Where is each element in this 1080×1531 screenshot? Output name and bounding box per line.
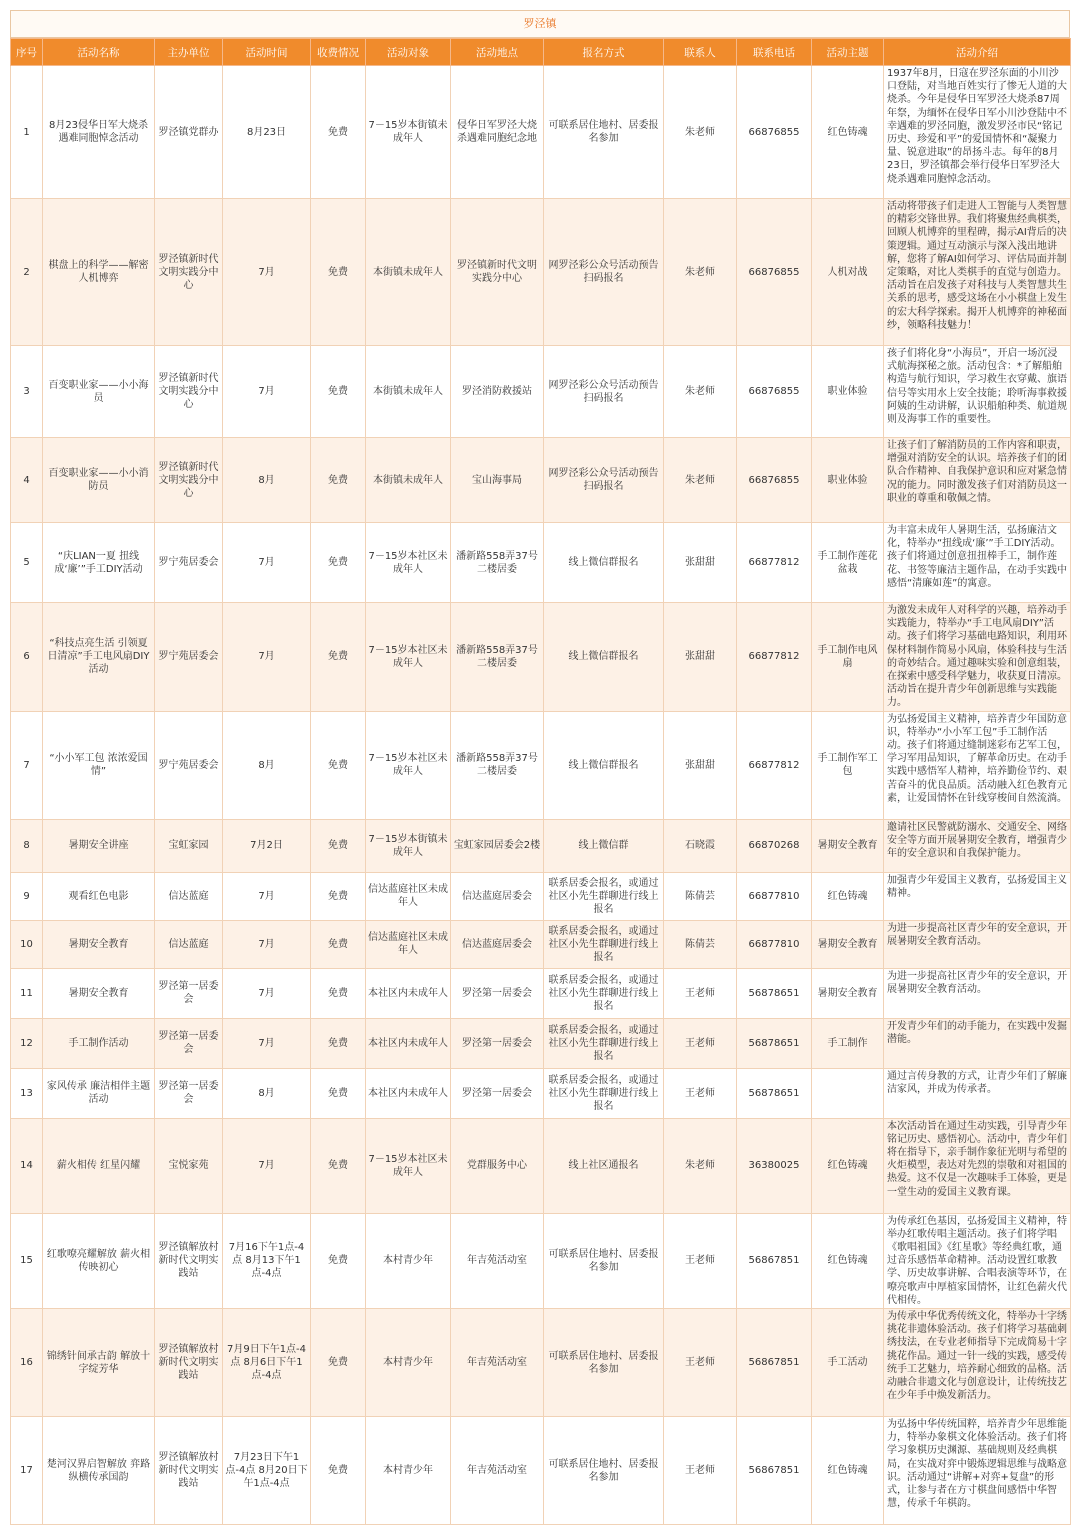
location: 潘新路558弄37号二楼居委 — [451, 523, 544, 603]
signup-method: 线上微信群报名 — [544, 523, 664, 603]
column-header: 活动名称 — [43, 39, 155, 66]
location: 年吉苑活动室 — [451, 1417, 544, 1525]
location: 年吉苑活动室 — [451, 1309, 544, 1417]
table-row — [11, 819, 1071, 872]
location: 宝山海事局 — [451, 438, 544, 523]
activity-description: 为丰富未成年人暑期生活，弘扬廉洁文化，特举办“扭线成‘廉’”手工DIY活动。孩子们将通过创意扭扭棒手工，制作莲花、书签等廉洁主题作品，在动手实践中感悟“清廉如莲”的寓意。 — [884, 523, 1071, 603]
audience: 7－15岁本街镇未成年人 — [366, 819, 451, 872]
table-row — [11, 66, 1071, 199]
contact-phone: 56867851 — [737, 1309, 812, 1417]
table-row — [11, 1213, 1071, 1308]
contact-phone: 66877810 — [737, 872, 812, 920]
location: 罗泾第一居委会 — [451, 1068, 544, 1118]
location: 宝虹家园居委会2楼 — [451, 819, 544, 872]
fee: 免费 — [311, 920, 366, 968]
location: 信达蓝庭居委会 — [451, 872, 544, 920]
row-number: 12 — [11, 1018, 43, 1068]
signup-method: 可联系居住地村、居委报名参加 — [544, 1309, 664, 1417]
activity-name: 家风传承 廉洁相伴主题活动 — [43, 1068, 155, 1118]
fee: 免费 — [311, 523, 366, 603]
audience: 本街镇未成年人 — [366, 438, 451, 523]
signup-method: 线上社区通报名 — [544, 1118, 664, 1213]
organizer: 罗泾镇解放村新时代文明实践站 — [155, 1417, 223, 1525]
activity-time: 7月 — [223, 872, 311, 920]
column-header: 联系电话 — [737, 39, 812, 66]
organizer: 罗泾镇新时代文明实践分中心 — [155, 199, 223, 346]
column-header: 活动对象 — [366, 39, 451, 66]
audience: 本社区内未成年人 — [366, 1018, 451, 1068]
activity-name: “小小军工包 浓浓爱国情” — [43, 711, 155, 819]
table-row — [11, 346, 1071, 438]
audience: 本街镇未成年人 — [366, 199, 451, 346]
location: 罗泾第一居委会 — [451, 968, 544, 1018]
organizer: 罗宁苑居委会 — [155, 603, 223, 712]
contact-person: 王老师 — [664, 1068, 737, 1118]
table-row — [11, 1068, 1071, 1118]
activity-theme — [812, 1068, 884, 1118]
row-number: 16 — [11, 1309, 43, 1417]
organizer: 宝虹家园 — [155, 819, 223, 872]
activity-time: 7月23日下午1点-4点 8月20日下午1点-4点 — [223, 1417, 311, 1525]
activity-time: 7月2日 — [223, 819, 311, 872]
organizer: 信达蓝庭 — [155, 872, 223, 920]
contact-person: 张甜甜 — [664, 603, 737, 712]
contact-person: 王老师 — [664, 1018, 737, 1068]
contact-person: 张甜甜 — [664, 711, 737, 819]
activity-name: 手工制作活动 — [43, 1018, 155, 1068]
fee: 免费 — [311, 1417, 366, 1525]
signup-method: 可联系居住地村、居委报名参加 — [544, 1213, 664, 1308]
activity-name: 暑期安全教育 — [43, 920, 155, 968]
organizer: 罗泾第一居委会 — [155, 968, 223, 1018]
activity-theme: 红色铸魂 — [812, 1118, 884, 1213]
location: 潘新路558弄37号二楼居委 — [451, 603, 544, 712]
signup-method: 联系居委会报名，或通过社区小先生群聊进行线上报名 — [544, 1018, 664, 1068]
activity-name: 8月23侵华日军大烧杀遇难同胞悼念活动 — [43, 66, 155, 199]
activity-time: 8月 — [223, 1068, 311, 1118]
activity-time: 8月23日 — [223, 66, 311, 199]
location: 罗泾消防救援站 — [451, 346, 544, 438]
row-number: 17 — [11, 1417, 43, 1525]
contact-phone: 66876855 — [737, 199, 812, 346]
contact-person: 陈倩芸 — [664, 872, 737, 920]
signup-method: 线上微信群报名 — [544, 711, 664, 819]
organizer: 信达蓝庭 — [155, 920, 223, 968]
activity-description: 让孩子们了解消防员的工作内容和职责，增强对消防安全的认识。培养孩子们的团队合作精神、自我保护意识和应对紧急情况的能力。同时激发孩子们对消防员这一职业的尊重和敬佩之情。 — [884, 438, 1071, 523]
signup-method: 线上微信群 — [544, 819, 664, 872]
activity-description: 为弘扬中华传统国粹，培养青少年思维能力，特举办象棋文化体验活动。孩子们将学习象棋历史渊源、基础规则及经典棋局，在实战对弈中锻炼逻辑思维与战略意识。活动通过“讲解+对弈+复盘”的形式，让参与者在方寸棋盘间感悟中华智慧，传承千年棋韵。 — [884, 1417, 1071, 1525]
activity-theme: 人机对战 — [812, 199, 884, 346]
contact-phone: 66876855 — [737, 438, 812, 523]
contact-phone: 56867851 — [737, 1417, 812, 1525]
audience: 7－15岁本社区未成年人 — [366, 523, 451, 603]
activity-name: 薪火相传 红星闪耀 — [43, 1118, 155, 1213]
activity-description: 通过言传身教的方式，让青少年们了解廉洁家风，并成为传承者。 — [884, 1068, 1071, 1118]
activity-time: 7月 — [223, 199, 311, 346]
contact-person: 朱老师 — [664, 346, 737, 438]
contact-phone: 66877812 — [737, 711, 812, 819]
page-title: 罗泾镇 — [10, 10, 1070, 38]
organizer: 罗泾镇党群办 — [155, 66, 223, 199]
fee: 免费 — [311, 1068, 366, 1118]
activity-theme: 手工制作军工包 — [812, 711, 884, 819]
row-number: 8 — [11, 819, 43, 872]
table-row — [11, 1309, 1071, 1417]
contact-phone: 66877812 — [737, 523, 812, 603]
audience: 7－15岁本社区未成年人 — [366, 711, 451, 819]
fee: 免费 — [311, 711, 366, 819]
signup-method: 联系居委会报名，或通过社区小先生群聊进行线上报名 — [544, 1068, 664, 1118]
table-row — [11, 1417, 1071, 1525]
contact-person: 陈倩芸 — [664, 920, 737, 968]
contact-phone: 56867851 — [737, 1213, 812, 1308]
activity-description: 为进一步提高社区青少年的安全意识，开展暑期安全教育活动。 — [884, 968, 1071, 1018]
activity-theme: 红色铸魂 — [812, 1213, 884, 1308]
contact-person: 朱老师 — [664, 1118, 737, 1213]
activity-name: 百变职业家——小小消防员 — [43, 438, 155, 523]
activity-name: 暑期安全讲座 — [43, 819, 155, 872]
column-header: 活动时间 — [223, 39, 311, 66]
row-number: 5 — [11, 523, 43, 603]
row-number: 4 — [11, 438, 43, 523]
activity-theme: 暑期安全教育 — [812, 920, 884, 968]
contact-phone: 56878651 — [737, 968, 812, 1018]
audience: 本村青少年 — [366, 1417, 451, 1525]
location: 潘新路558弄37号二楼居委 — [451, 711, 544, 819]
activity-description: 1937年8月，日寇在罗泾东面的小川沙口登陆，对当地百姓实行了惨无人道的大烧杀。今年是侵华日军罗泾大烧杀87周年祭，为缅怀在侵华日军小川沙登陆中不幸遇难的罗泾同胞，激发罗泾市民“铭记历史、珍爱和平”的爱国情怀和“凝聚力量、锐意进取”的昂扬斗志。每年的8月23日，罗泾镇都会举行侵华日军罗泾大烧杀遇难同胞悼念活动。 — [884, 66, 1071, 199]
activity-name: 锦绣针间承古韵 解放十字绽芳华 — [43, 1309, 155, 1417]
row-number: 6 — [11, 603, 43, 712]
signup-method: 联系居委会报名，或通过社区小先生群聊进行线上报名 — [544, 872, 664, 920]
audience: 本村青少年 — [366, 1213, 451, 1308]
contact-person: 王老师 — [664, 1417, 737, 1525]
contact-person: 张甜甜 — [664, 523, 737, 603]
audience: 信达蓝庭社区未成年人 — [366, 920, 451, 968]
activity-description: 活动将带孩子们走进人工智能与人类智慧的精彩交锋世界。我们将聚焦经典棋类，回顾人机博弈的里程碑，揭示AI背后的决策逻辑。通过互动演示与深入浅出地讲解，您将了解AI如何学习、评估局面并制定策略，对比人类棋手的直觉与创造力。活动旨在启发孩子对科技与人类智慧共生关系的思考，感受这场在小小棋盘上发生的宏大科学探索。揭开人机博弈的神秘面纱，领略科技魅力！ — [884, 199, 1071, 346]
location: 罗泾镇新时代文明实践分中心 — [451, 199, 544, 346]
audience: 本村青少年 — [366, 1309, 451, 1417]
fee: 免费 — [311, 872, 366, 920]
location: 年吉苑活动室 — [451, 1213, 544, 1308]
column-header: 主办单位 — [155, 39, 223, 66]
schedule-sheet — [10, 10, 1070, 1525]
table-body — [11, 66, 1071, 1525]
activity-table — [10, 38, 1071, 1525]
activity-time: 8月 — [223, 711, 311, 819]
activity-description: 邀请社区民警就防溺水、交通安全、网络安全等方面开展暑期安全教育，增强青少年的安全意识和自我保护能力。 — [884, 819, 1071, 872]
audience: 信达蓝庭社区未成年人 — [366, 872, 451, 920]
contact-person: 朱老师 — [664, 199, 737, 346]
activity-name: 楚河汉界启智解放 弈路纵横传承国韵 — [43, 1417, 155, 1525]
activity-description: 为弘扬爱国主义精神，培养青少年国防意识，特举办“小小军工包”手工制作活动。孩子们将通过缝制迷彩布艺军工包，学习军用品知识，了解革命历史。在动手实践中感悟军人精神，培养勤俭节约、艰苦奋斗的优良品质。活动融入红色教育元素，让爱国情怀在针线穿梭间自然流淌。 — [884, 711, 1071, 819]
row-number: 9 — [11, 872, 43, 920]
contact-person: 王老师 — [664, 968, 737, 1018]
activity-theme: 手工制作 — [812, 1018, 884, 1068]
activity-theme: 红色铸魂 — [812, 66, 884, 199]
audience: 本街镇未成年人 — [366, 346, 451, 438]
column-header: 活动地点 — [451, 39, 544, 66]
table-row — [11, 920, 1071, 968]
fee: 免费 — [311, 199, 366, 346]
table-row — [11, 1118, 1071, 1213]
activity-theme: 红色铸魂 — [812, 1417, 884, 1525]
location: 罗泾第一居委会 — [451, 1018, 544, 1068]
fee: 免费 — [311, 1309, 366, 1417]
table-row — [11, 968, 1071, 1018]
activity-theme: 暑期安全教育 — [812, 968, 884, 1018]
fee: 免费 — [311, 819, 366, 872]
signup-method: 网罗泾彩公众号活动预告扫码报名 — [544, 346, 664, 438]
activity-time: 7月 — [223, 523, 311, 603]
signup-method: 线上微信群报名 — [544, 603, 664, 712]
activity-theme: 手工制作莲花盆栽 — [812, 523, 884, 603]
row-number: 1 — [11, 66, 43, 199]
activity-name: 红歌嘹亮耀解放 薪火相传映初心 — [43, 1213, 155, 1308]
signup-method: 网罗泾彩公众号活动预告扫码报名 — [544, 438, 664, 523]
activity-time: 7月 — [223, 1118, 311, 1213]
activity-description: 为激发未成年人对科学的兴趣，培养动手实践能力，特举办“手工电风扇DIY”活动。孩子们将学习基础电路知识，利用环保材料制作简易小风扇，体验科技与生活的奇妙结合。通过趣味实验和创意组装，在探索中感受科学魅力，收获夏日清凉。活动旨在提升青少年创新思维与实践能力。 — [884, 603, 1071, 712]
organizer: 罗泾镇解放村新时代文明实践站 — [155, 1309, 223, 1417]
organizer: 罗泾镇新时代文明实践分中心 — [155, 438, 223, 523]
table-row — [11, 1018, 1071, 1068]
signup-method: 可联系居住地村、居委报名参加 — [544, 66, 664, 199]
activity-theme: 手工制作电风扇 — [812, 603, 884, 712]
row-number: 14 — [11, 1118, 43, 1213]
contact-person: 朱老师 — [664, 66, 737, 199]
fee: 免费 — [311, 66, 366, 199]
table-row — [11, 199, 1071, 346]
fee: 免费 — [311, 968, 366, 1018]
audience: 7－15岁本街镇未成年人 — [366, 66, 451, 199]
activity-time: 7月 — [223, 1018, 311, 1068]
activity-time: 8月 — [223, 438, 311, 523]
audience: 7－15岁本社区未成年人 — [366, 1118, 451, 1213]
table-row — [11, 523, 1071, 603]
activity-time: 7月 — [223, 920, 311, 968]
table-row — [11, 438, 1071, 523]
row-number: 10 — [11, 920, 43, 968]
activity-time: 7月9日下午1点-4点 8月6日下午1点-4点 — [223, 1309, 311, 1417]
activity-theme: 暑期安全教育 — [812, 819, 884, 872]
contact-phone: 66876855 — [737, 346, 812, 438]
contact-person: 王老师 — [664, 1213, 737, 1308]
contact-phone: 66877810 — [737, 920, 812, 968]
activity-description: 孩子们将化身“小海员”，开启一场沉浸式航海探秘之旅。活动包含：*了解船舶构造与航行知识，学习救生衣穿戴、旗语信号等实用水上安全技能；聆听海事救援阿姨的生动讲解，认识船舶种类、航道规则及海事工作的重要性。 — [884, 346, 1071, 438]
table-row — [11, 872, 1071, 920]
organizer: 罗宁苑居委会 — [155, 711, 223, 819]
contact-person: 朱老师 — [664, 438, 737, 523]
activity-description: 为传承红色基因，弘扬爱国主义精神，特举办红歌传唱主题活动。孩子们将学唱《歌唱祖国》《红星歌》等经典红歌，通过音乐感悟革命精神。活动设置红歌教学、历史故事讲解、合唱表演等环节，在嘹亮歌声中厚植家国情怀，让红色薪火代代相传。 — [884, 1213, 1071, 1308]
activity-time: 7月16下午1点-4点 8月13下午1点-4点 — [223, 1213, 311, 1308]
activity-theme: 红色铸魂 — [812, 872, 884, 920]
organizer: 罗泾镇解放村新时代文明实践站 — [155, 1213, 223, 1308]
column-header: 报名方式 — [544, 39, 664, 66]
table-row — [11, 603, 1071, 712]
contact-phone: 66876855 — [737, 66, 812, 199]
activity-time: 7月 — [223, 603, 311, 712]
fee: 免费 — [311, 1018, 366, 1068]
column-header: 联系人 — [664, 39, 737, 66]
contact-phone: 36380025 — [737, 1118, 812, 1213]
activity-description: 本次活动旨在通过生动实践，引导青少年铭记历史、感悟初心。活动中，青少年们将在指导下，亲手制作象征光明与希望的火炬模型，表达对先烈的崇敬和对祖国的热爱。这不仅是一次趣味手工体验，更是一堂生动的爱国主义教育课。 — [884, 1118, 1071, 1213]
row-number: 3 — [11, 346, 43, 438]
organizer: 罗宁苑居委会 — [155, 523, 223, 603]
contact-phone: 56878651 — [737, 1068, 812, 1118]
row-number: 15 — [11, 1213, 43, 1308]
location: 侵华日军罗泾大烧杀遇难同胞纪念地 — [451, 66, 544, 199]
fee: 免费 — [311, 1213, 366, 1308]
signup-method: 网罗泾彩公众号活动预告扫码报名 — [544, 199, 664, 346]
row-number: 11 — [11, 968, 43, 1018]
activity-theme: 职业体验 — [812, 346, 884, 438]
location: 党群服务中心 — [451, 1118, 544, 1213]
contact-person: 王老师 — [664, 1309, 737, 1417]
table-header — [11, 39, 1071, 66]
organizer: 罗泾第一居委会 — [155, 1018, 223, 1068]
column-header: 序号 — [11, 39, 43, 66]
audience: 本社区内未成年人 — [366, 1068, 451, 1118]
fee: 免费 — [311, 603, 366, 712]
signup-method: 可联系居住地村、居委报名参加 — [544, 1417, 664, 1525]
row-number: 7 — [11, 711, 43, 819]
row-number: 13 — [11, 1068, 43, 1118]
organizer: 罗泾镇新时代文明实践分中心 — [155, 346, 223, 438]
activity-theme: 手工活动 — [812, 1309, 884, 1417]
column-header: 收费情况 — [311, 39, 366, 66]
row-number: 2 — [11, 199, 43, 346]
column-header: 活动主题 — [812, 39, 884, 66]
organizer: 罗泾第一居委会 — [155, 1068, 223, 1118]
signup-method: 联系居委会报名，或通过社区小先生群聊进行线上报名 — [544, 968, 664, 1018]
contact-phone: 66877812 — [737, 603, 812, 712]
contact-person: 石晓霞 — [664, 819, 737, 872]
contact-phone: 66870268 — [737, 819, 812, 872]
fee: 免费 — [311, 438, 366, 523]
activity-time: 7月 — [223, 346, 311, 438]
fee: 免费 — [311, 1118, 366, 1213]
audience: 7－15岁本社区未成年人 — [366, 603, 451, 712]
activity-time: 7月 — [223, 968, 311, 1018]
activity-description: 为传承中华优秀传统文化，特举办十字绣挑花非遗体验活动。孩子们将学习基础刺绣技法，在专业老师指导下完成简易十字挑花作品。通过一针一线的实践，感受传统手工艺魅力，培养耐心细致的品格。活动融合非遗文化与创意设计，让传统技艺在少年手中焕发新活力。 — [884, 1309, 1071, 1417]
activity-name: 观看红色电影 — [43, 872, 155, 920]
activity-name: 棋盘上的科学——解密人机博弈 — [43, 199, 155, 346]
audience: 本社区内未成年人 — [366, 968, 451, 1018]
organizer: 宝悦家苑 — [155, 1118, 223, 1213]
signup-method: 联系居委会报名，或通过社区小先生群聊进行线上报名 — [544, 920, 664, 968]
activity-theme: 职业体验 — [812, 438, 884, 523]
activity-name: 百变职业家——小小海员 — [43, 346, 155, 438]
contact-phone: 56878651 — [737, 1018, 812, 1068]
activity-name: 暑期安全教育 — [43, 968, 155, 1018]
column-header: 活动介绍 — [884, 39, 1071, 66]
activity-description: 开发青少年们的动手能力，在实践中发掘潜能。 — [884, 1018, 1071, 1068]
activity-name: “庆LIAN一夏 扭线成‘廉’”手工DIY活动 — [43, 523, 155, 603]
table-row — [11, 711, 1071, 819]
activity-description: 加强青少年爱国主义教育，弘扬爱国主义精神。 — [884, 872, 1071, 920]
activity-description: 为进一步提高社区青少年的安全意识，开展暑期安全教育活动。 — [884, 920, 1071, 968]
fee: 免费 — [311, 346, 366, 438]
location: 信达蓝庭居委会 — [451, 920, 544, 968]
activity-name: “科技点亮生活 引领夏日清凉”手工电风扇DIY活动 — [43, 603, 155, 712]
